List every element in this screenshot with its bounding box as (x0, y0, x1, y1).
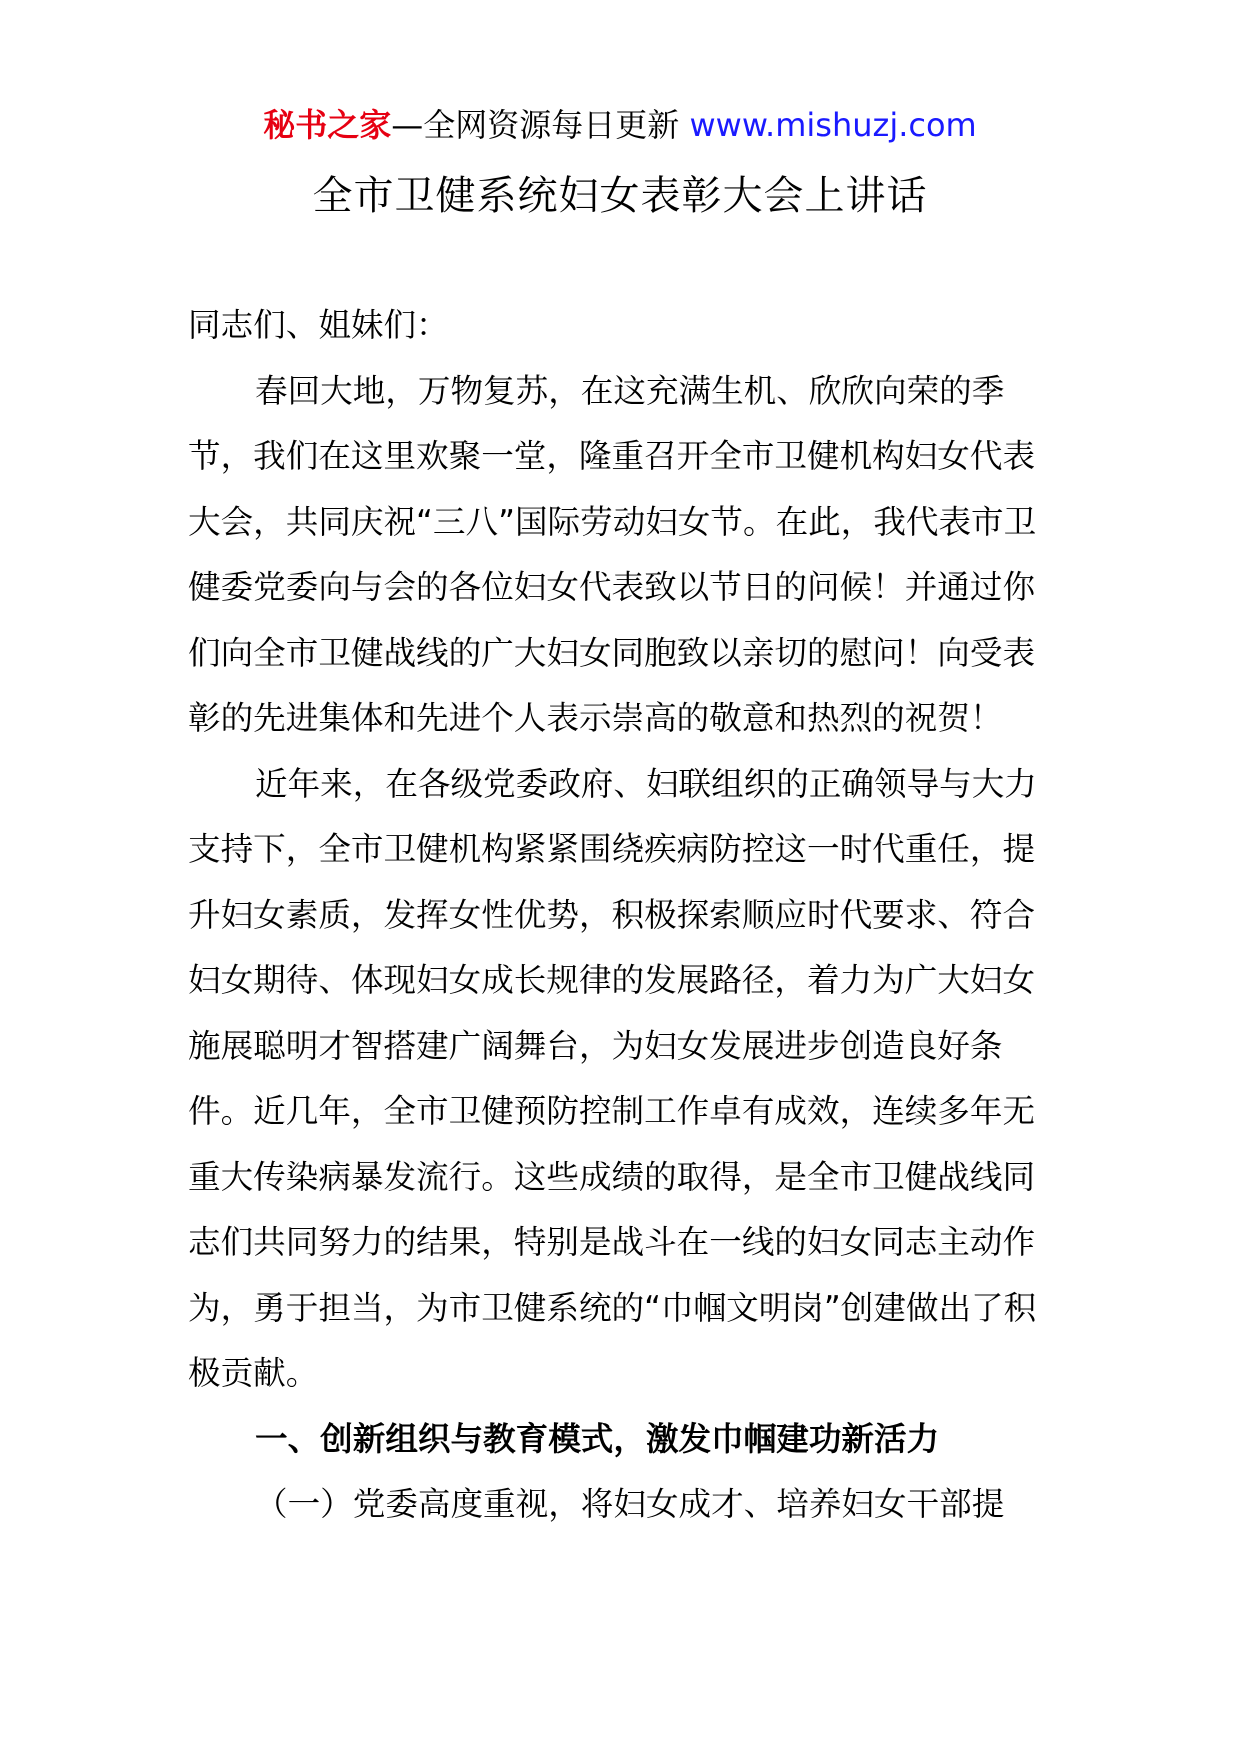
section-heading: 一、创新组织与教育模式，激发巾帼建功新活力 (255, 1419, 940, 1458)
paragraph-opening: 春回大地，万物复苏，在这充满生机、欣欣向荣的季节，我们在这里欢聚一堂，隆重召开全市卫健机构妇女代表大会，共同庆祝“三八”国际劳动妇女节。在此，我代表市卫健委党委向与会的各位妇女代表致以节日的问候！并通过你们向全市卫健战线的广大妇女同胞致以亲切的慰问！向受表彰的先进集体和先进个人表示崇高的敬意和热烈的祝贺！ (188, 371, 1037, 737)
salutation: 同志们、姐妹们： (188, 306, 449, 344)
watermark-url[interactable]: www.mishuzj.com (689, 106, 977, 144)
document-body (188, 293, 1060, 1538)
watermark-tagline: —全网资源每日更新 (391, 106, 690, 144)
watermark-brand: 秘书之家 (263, 106, 392, 144)
document-title: 全市卫健系统妇女表彰大会上讲话 (312, 173, 928, 219)
watermark-header (0, 100, 1240, 150)
subsection-paragraph: （一）党委高度重视，将妇女成才、培养妇女干部提 (255, 1485, 1005, 1523)
paragraph-achievements: 近年来，在各级党委政府、妇联组织的正确领导与大力支持下，全市卫健机构紧紧围绕疾病防控这一时代重任，提升妇女素质，发挥女性优势，积极探索顺应时代要求、符合妇女期待、体现妇女成长规律的发展路径，着力为广大妇女施展聪明才智搭建广阔舞台，为妇女发展进步创造良好条件。近几年，全市卫健预防控制工作卓有成效，连续多年无重大传染病暴发流行。这些成绩的取得，是全市卫健战线同志们共同努力的结果，特别是战斗在一线的妇女同志主动作为，勇于担当，为市卫健系统的“巾帼文明岗”创建做出了积极贡献。 (188, 764, 1037, 1392)
